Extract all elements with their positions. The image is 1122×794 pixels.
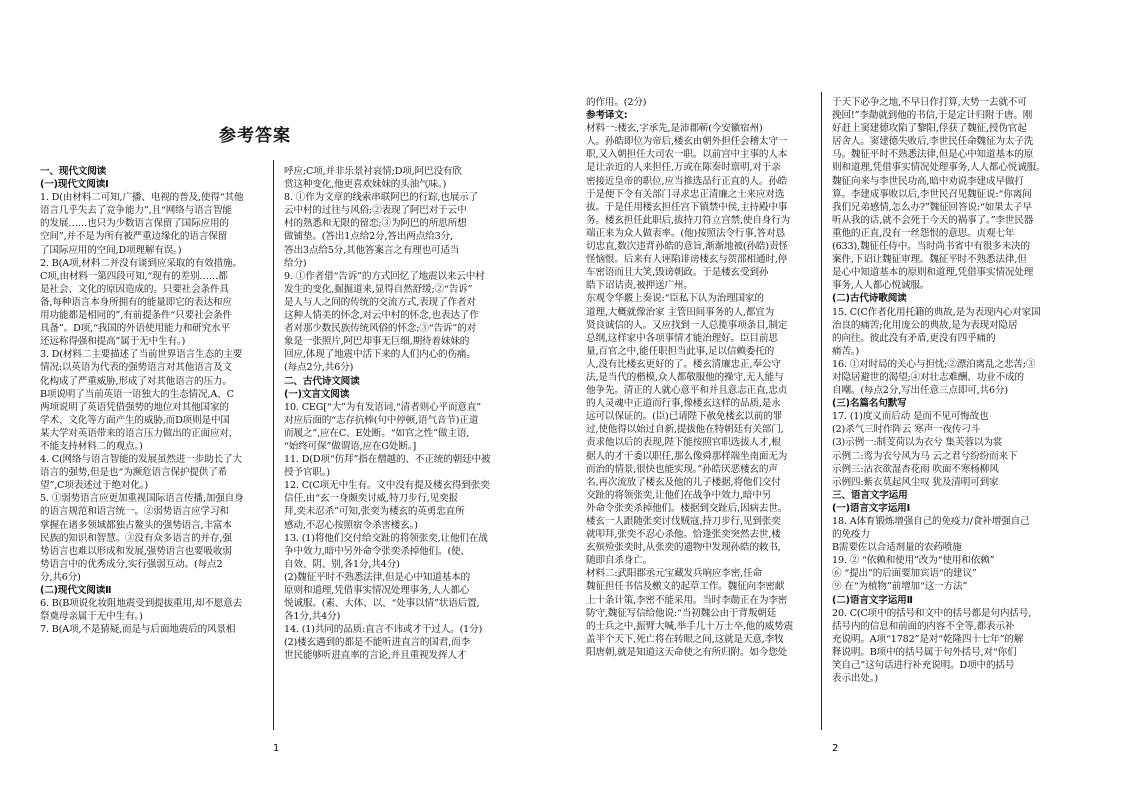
- answer-line: 化构成了严重威胁,形成了对其他语言的压力。: [40, 375, 232, 387]
- answer-line: 材料一:楼玄,字承先,是沛郡蕲(今安徽宿州): [586, 123, 763, 135]
- answer-line: 18. A体育锻炼增强自己的免疫力/食补增强自己: [832, 516, 1030, 527]
- answer-line: 回应,体现了地震中活下来的人们内心的伤痛。: [284, 349, 476, 361]
- answer-line: 语言几乎失去了竞争能力”,且“网络与语言智能: [40, 205, 232, 217]
- answer-line: 听从我的话,就不会死于今天的祸事了。”李世民器: [832, 214, 1034, 226]
- answer-line: 笑自己”这句话进行补充说明。D项中的括号: [832, 660, 1015, 672]
- answer-line: 20. C(C项中的括号和文中的括号都是句内括号,: [832, 607, 1032, 619]
- answer-line: 事务,人人都心悦诚服。: [832, 280, 930, 292]
- section-heading: 二、古代诗文阅读: [284, 375, 360, 387]
- answer-line: 这种人情美的怀念,对云中村的怀念,也表达了作: [284, 310, 479, 322]
- answer-line: 情况:以英语为代表的强势语言对其他语言及文: [40, 362, 232, 374]
- answer-line: 两项说明了英语凭借强势的地位对其他国家的: [40, 401, 229, 413]
- answer-line: 人,没有比楼玄更好的了。楼玄清廉忠正,奉公守: [586, 358, 781, 370]
- answer-line: 14. (1)共同的品质:直言不讳或才干过人。(1分): [284, 624, 483, 636]
- answer-line: 责求他以后的表现,陛下能按照官职选拔人才,根: [586, 437, 781, 449]
- answer-line: 具备”。D项,“我国的外语使用能力和研究水平: [40, 323, 230, 335]
- answer-line: 呼应;C项,并非乐景衬哀情;D项,阿巴没有欣: [284, 166, 462, 177]
- answer-line: 他争先。清正的人就心意平和并且意志正直,忠贞: [586, 385, 788, 397]
- answer-line: 车密语而且大笑,毁谤朝政。于是楼玄受到孙: [586, 267, 769, 279]
- answer-line: 9. ①作者借“告诉”的方式回忆了地震以来云中村: [284, 270, 485, 282]
- answer-line: 于是便下令有关部门寻求忠正清廉之士来应对选: [586, 188, 785, 200]
- answer-line: 据人的才干委以职任,那么像舜那样端坐南面无为: [586, 450, 788, 462]
- answer-line: 者对那少数民族传统风俗的怀念;③“告诉”的对: [284, 323, 477, 335]
- answer-line: 11. D(D项“仿拜”指在僧越的、不正统的朝廷中被: [284, 454, 491, 466]
- answer-line: 势语言中的优秀成分,实行强弱互动。(每点2: [40, 558, 223, 570]
- answer-line: (2)魏征平时不熟悉法律,但是心中知道基本的: [284, 571, 471, 583]
- answer-line: 是人与人之间的传统的交流方式,表现了作者对: [284, 296, 476, 308]
- answer-line: 是社会、文化的原因造成的。只要社会条件具: [40, 283, 229, 295]
- answer-line: 对隐居避世的渴望;④对壮志难酬、功业不成的: [832, 371, 1024, 383]
- answer-line: 4. C(网络与语言智能的发展虽然进一步助长了大: [40, 454, 242, 466]
- answer-line: 痛苦。): [832, 345, 860, 357]
- section-heading: (一)文言文阅读: [284, 388, 350, 400]
- answer-line: ⑥ “提出”的后面要加宾语“的建议”: [832, 568, 977, 580]
- answer-column-3: [586, 96, 808, 726]
- section-heading: 参考译文:: [586, 110, 628, 122]
- answer-line: 势语言也难以形成和发展,强势语言也要吸收弱: [40, 545, 232, 557]
- answer-line: 10. CEG[“大”为有发语词,“清者则心平而意直”: [284, 401, 481, 413]
- answer-line: 17. (1)度义而后动 是而不见可悔故也: [832, 411, 989, 423]
- answer-column-2: [284, 165, 506, 725]
- answer-line: 量,百官之中,能任职担当此事,足以信赖委托的: [586, 345, 775, 357]
- answer-line: 12. C(C项无中生有。文中没有提及楼玄得到张奕: [284, 480, 490, 492]
- answer-line: B项说明了当前英语一语独大的生态情况,A、C: [40, 388, 234, 400]
- answer-line: 19. ② “依赖和使用”改为“使用和依赖”: [832, 555, 995, 567]
- section-heading: (二)古代诗歌阅读: [832, 293, 907, 305]
- answer-line: 过,使他得以始过自新,提拔他在特朝廷有关部门,: [586, 424, 784, 436]
- answer-line: 我们兄弟感情,怎么办?”魏征回答说:“如果太子早: [832, 201, 1032, 213]
- section-heading: (一)语言文字运用Ⅰ: [832, 502, 910, 514]
- answer-line: 挽回!”李勣就到他的书信,于是定计归附于唐。刚: [832, 110, 1033, 122]
- page-number-right: 2: [832, 743, 839, 754]
- answer-line: 人。孙皓即位为帝后,楼玄由朝外担任会稽太守一: [586, 136, 788, 148]
- answer-line: 法,是当代的楷模,众人都敬服他的操守,无人能与: [586, 371, 784, 383]
- answer-line: 治良的痛苦;化用庞公的典故,是为表现对隐居: [832, 319, 1018, 331]
- answer-line: 对应后面的“志存抗棒(句中停顿,语气音节)正道: [284, 414, 479, 426]
- answer-line: 授予官职。): [284, 467, 331, 479]
- answer-line: 争中效力,暗中另外命令张奕杀掉他们。(使、: [284, 545, 470, 557]
- answer-line: 则和道理,凭借事实情况处理事务,人人都心悦诚服。: [832, 162, 1046, 174]
- answer-line: 务。楼玄担任此职后,拔持刀符立宫禁,使自身行为: [586, 214, 791, 226]
- answer-line: 做铺垫。(答出1点给2分,答出两点给3分,: [284, 231, 453, 243]
- section-heading: 三、语言文字运用: [832, 489, 908, 501]
- answer-column-1: [40, 165, 262, 725]
- answer-line: 的作用。(2分): [586, 97, 647, 108]
- answer-line: 世民能够听进直率的言论,并且重视发挥人才: [284, 650, 467, 662]
- answer-line: 算。李建成事败以后,李世民召见魏征说:“你离间: [832, 188, 1032, 200]
- answer-line: 盖半个天下,死亡将在转眼之间,这就是天意,李牧: [586, 633, 784, 645]
- answer-line: 1. D(由材料二可知,广播、电视的普及,使得“其他: [40, 192, 244, 204]
- answer-line: 不能支持材料二的观点。): [40, 440, 143, 452]
- answer-line: (2)杀气三时作阵云 寒声一夜传刁斗: [832, 424, 981, 436]
- answer-line: (633),魏征任侍中。当时尚书省中有很多未决的: [832, 241, 1030, 253]
- answer-line: 原则和道理,凭借事实情况处理事务,人人都心: [284, 585, 470, 596]
- answer-line: 拜,奕未忍杀”可知,张奕为楼玄的英勇忠直所: [284, 506, 465, 518]
- answer-line: 案件,下诏让魏征审理。魏征平时不熟悉法律,但: [832, 254, 1027, 266]
- answer-line: 答出3点给5分,其他答案言之有理也可适当: [284, 244, 460, 256]
- answer-line: 表示出处。): [832, 673, 879, 685]
- answer-line: 祭奠母亲属于无中生有。): [40, 611, 143, 623]
- answer-line: 的语言规范和语言统一。②弱势语言应学习和: [40, 506, 229, 518]
- answer-line: 各1分,共4分): [284, 611, 341, 623]
- answer-line: 的人灵魂中正道而行事,像楼玄这样的品质,是永: [586, 398, 781, 410]
- answer-line: (每点2分,共6分): [284, 362, 354, 374]
- answer-line: 而治的情景,很快也能实现。”孙皓厌恶楼玄的声: [586, 463, 778, 475]
- answer-line: 随即自杀身亡。: [586, 555, 653, 567]
- section-heading: (一)现代文阅读Ⅰ: [40, 179, 109, 191]
- answer-line: 材料二:武阳郡丞元宝藏发兵响应李密,任命: [586, 568, 762, 580]
- answer-line: 空间”,并不是为所有被严重边缘化的语言保留: [40, 231, 228, 243]
- answer-line: (3)示例一:制芰荷以为衣兮 集芙蓉以为裳: [832, 437, 1003, 449]
- answer-column-4: [832, 96, 1054, 726]
- section-heading: 一、现代文阅读: [40, 166, 107, 177]
- answer-line: 8. ①作为文章的线索串联阿巴的行踪,也展示了: [284, 192, 479, 204]
- section-heading: (三)名篇名句默写: [832, 398, 907, 410]
- answer-line: 职,又入朝担任大司农一职。以前宫中主事的人本: [586, 149, 788, 161]
- answer-line: 防守,魏征写信给他说:“当初魏公由于背叛朝廷: [586, 607, 777, 619]
- answer-line: 用功能都是相同的”,有前提条件“只要社会条件: [40, 310, 232, 322]
- answer-line: 密接近皇帝的职位,应当推选品行正直的人。孙皓: [586, 175, 788, 187]
- answer-line: 马。魏征平时不熟悉法律,但是心中知道基本的原: [832, 149, 1034, 161]
- answer-line: 名,再次流放了楼玄及他的儿子楼据,将他们交付: [586, 476, 781, 488]
- answer-line: (2)楼玄遇到的都是不能听进直言的国君,而李: [284, 637, 471, 649]
- answer-line: 切忠直,数次违背孙皓的意旨,渐渐地被(孙皓)责怪: [586, 241, 788, 253]
- answer-line: 于天下必争之地,不早日作打算,大势一去就不可: [832, 97, 1027, 108]
- answer-line: 的士兵之中,振臂大喊,举手几十万士卒,他的威势震: [586, 620, 794, 632]
- answer-line: 上十条计策,李密不能采用。当时李勣正在为李密: [586, 594, 788, 606]
- answer-line: 6. B(B项说化妆阻地震受到提拔重用,却不愿意去: [40, 598, 243, 610]
- answer-line: 示例二:鸾为衣兮风为马 云之君兮纷纷而来下: [832, 450, 1018, 462]
- answer-line: 怪恼恨。后来有人诬陷诽谤楼玄与贺邵相通时,停: [586, 254, 788, 266]
- answer-line: 总纲,这样家中各项事情才能治理好。臣目前思: [586, 332, 778, 344]
- answer-line: 象是一张照片,阿巴却事无巨细,期待着妹妹的: [284, 336, 470, 348]
- answer-line: 悦诚服。(素、大体、以、“处事以情”状语后置,: [284, 598, 480, 610]
- answer-line: 分,共6分): [40, 571, 81, 583]
- answer-line: 阳唐朝,就是知道这天命使之有所归附。如今您处: [586, 646, 788, 658]
- answer-line: 魏征担任书信及檄文的起草工作。魏征向李密献: [586, 581, 785, 593]
- answer-line: 是让亲近的人来担任,万或在陈奏时禀明,对于亲: [586, 162, 781, 174]
- answer-line: C项,由材料一第四段可知,“现有的差别……都: [40, 270, 228, 282]
- answer-line: 15. C(C作者化用托籍的典故,是为表现内心对家国: [832, 306, 1041, 318]
- answer-line: 楼玄一人跟随张奕讨伐贼寇,持刀步行,见到张奕: [586, 516, 781, 527]
- column-divider-left: [273, 160, 274, 730]
- section-heading: (二)现代文阅读Ⅱ: [40, 585, 112, 596]
- answer-line: 就叩拜,张奕不忍心杀他。恰逢张奕突然去世,楼: [586, 529, 781, 541]
- answer-line: 7. B(A项,不是猜疑,而是与后面地震后的风景相: [40, 624, 236, 636]
- answer-line: 示例四:紫衣莫起风尘叹 犹及清明可到家: [832, 476, 999, 488]
- answer-line: 充说明。A项“1782”是对“乾隆四十七年”的解: [832, 633, 1024, 645]
- answer-line: 民族的知识和智慧。③没有众多语言的并存,强: [40, 532, 232, 544]
- answer-line: 的向往。彼此没有矛盾,更没有四乎痛的: [832, 332, 996, 344]
- answer-line: 远可以保证的。(臣)已请陛下赦免楼玄以前的罪: [586, 411, 783, 423]
- answer-line: 掌握在诸多领域都独占鳌头的强势语言,丰富本: [40, 519, 232, 531]
- answer-line: 而履之”,应在C、E处断。“如官之性”做主语,: [284, 427, 470, 439]
- answer-line: 示例三:沾衣欲湿杏花雨 吹面不寒杨柳风: [832, 463, 999, 475]
- answer-line: 村的熟悉和无限的留恋;③为阿巴的所思所想: [284, 218, 467, 230]
- page-title: 参考答案: [219, 126, 291, 146]
- answer-line: 是心中知道基本的原则和道理,凭借事实情况处理: [832, 267, 1034, 279]
- answer-line: 3. D(材料二主要描述了当前世界语言生态的主要: [40, 349, 243, 361]
- section-heading: (二)语言文字运用Ⅱ: [832, 594, 913, 606]
- answer-line: 还远称得强和提高”属于无中生有。): [40, 336, 186, 348]
- page-number-left: 1: [273, 743, 280, 754]
- answer-line: ⑨ 在“为植物”前增加“这一方法”: [832, 581, 968, 593]
- answer-line: 给分): [284, 257, 307, 269]
- answer-line: 2. B(A项,材料二并没有谈到应采取的有效措施。: [40, 257, 242, 269]
- answer-line: 备,每种语言本身所拥有的能量即它的表达和应: [40, 296, 232, 308]
- answer-line: 皓下诏诘责,被押送广州。: [586, 280, 693, 292]
- answer-line: 望”,C项表述过于绝对化。): [40, 480, 149, 492]
- answer-line: 赏这种变化,他更喜欢妹妹的头油气味。): [284, 179, 447, 191]
- answer-line: B需要佐以合适剂量的农药喷施: [832, 542, 962, 554]
- answer-line: 信任,由“玄一身颇奕讨威,特刀步行,见奕报: [284, 493, 458, 505]
- answer-line: 魏征向来与李世民功高,暗中劝说李建成早做打: [832, 175, 1024, 187]
- answer-line: 了国际应用的空间,D项理解有误。): [40, 244, 182, 256]
- answer-line: 的免疫力: [832, 529, 870, 541]
- answer-line: 道理,大概就像治家 主管田间事务的人,都宜为: [586, 306, 775, 318]
- answer-line: 16. ①对时局的关心与担忧;②漂泊离乱之悲苦;③: [832, 358, 1036, 370]
- answer-line: 好赶上窦建德攻陷了黎阳,俘获了魏征,授伪官起: [832, 123, 1027, 135]
- answer-line: 居舍人。窦建德失败后,李世民任命魏征为太子洗: [832, 136, 1034, 148]
- answer-line: 某大学对英语带来的语言压力做出的正面应对,: [40, 427, 232, 439]
- answer-line: “始终可保”做谓语,应在G处断。]: [284, 440, 417, 452]
- answer-line: 括号内的信息和前面的内容不全等,都表示补: [832, 620, 1015, 632]
- column-divider-right: [821, 92, 822, 730]
- answer-line: 重他的正直,没有一丝怨恨的意思。贞观七年: [832, 227, 1015, 239]
- answer-line: 自效、阴、别,各1分,共4分): [284, 558, 400, 570]
- answer-line: 感动,不忍心按照宿令杀害楼玄。): [284, 519, 418, 531]
- answer-line: 发生的变化,掘掘道来,显得自然舒缓;②“告诉”: [284, 283, 473, 295]
- answer-line: 端正来为众人做表率。(他)按照法令行事,答对恳: [586, 227, 785, 239]
- answer-line: 拔。于是任用楼玄担任宫下镇禁中侯,主持殿中事: [586, 201, 788, 213]
- answer-line: 云中村的过往与风俗;②表现了阿巴对于云中: [284, 205, 467, 217]
- answer-line: 语言的强势,但是也“为濒危语言保护提供了希: [40, 467, 228, 479]
- answer-line: 东观令华覈上奏说:“臣私下认为治理国家的: [586, 293, 764, 305]
- answer-line: 贤良诚信的人。又应找到一人总揽事项条目,制定: [586, 319, 788, 331]
- answer-line: 自嘲。(每点2分,写出任意三点即可,共6分): [832, 385, 1008, 397]
- answer-line: 外命令张奕杀掉他们。楼据到交趾后,因病去世。: [586, 502, 788, 514]
- answer-line: 5. ①弱势语言应更加重视国际语言传播,加强自身: [40, 493, 244, 505]
- answer-line: 13. (1)将他们交付给交趾的将领张奕,让他们在战: [284, 532, 488, 544]
- answer-line: 玄殡殓张奕时,从张奕的遗物中发现孙皓的敕书,: [586, 542, 781, 554]
- answer-line: 交趾的将领张奕,让他们在战争中效力,暗中另: [586, 489, 772, 501]
- answer-line: 的发展……也只为少数语言保留了国际应用的: [40, 218, 229, 230]
- answer-line: 释说明。B项中的括号属于句外括号,对“你们: [832, 646, 1017, 658]
- answer-line: 学术、文化等方面产生的威胁,而D项则是中国: [40, 414, 230, 426]
